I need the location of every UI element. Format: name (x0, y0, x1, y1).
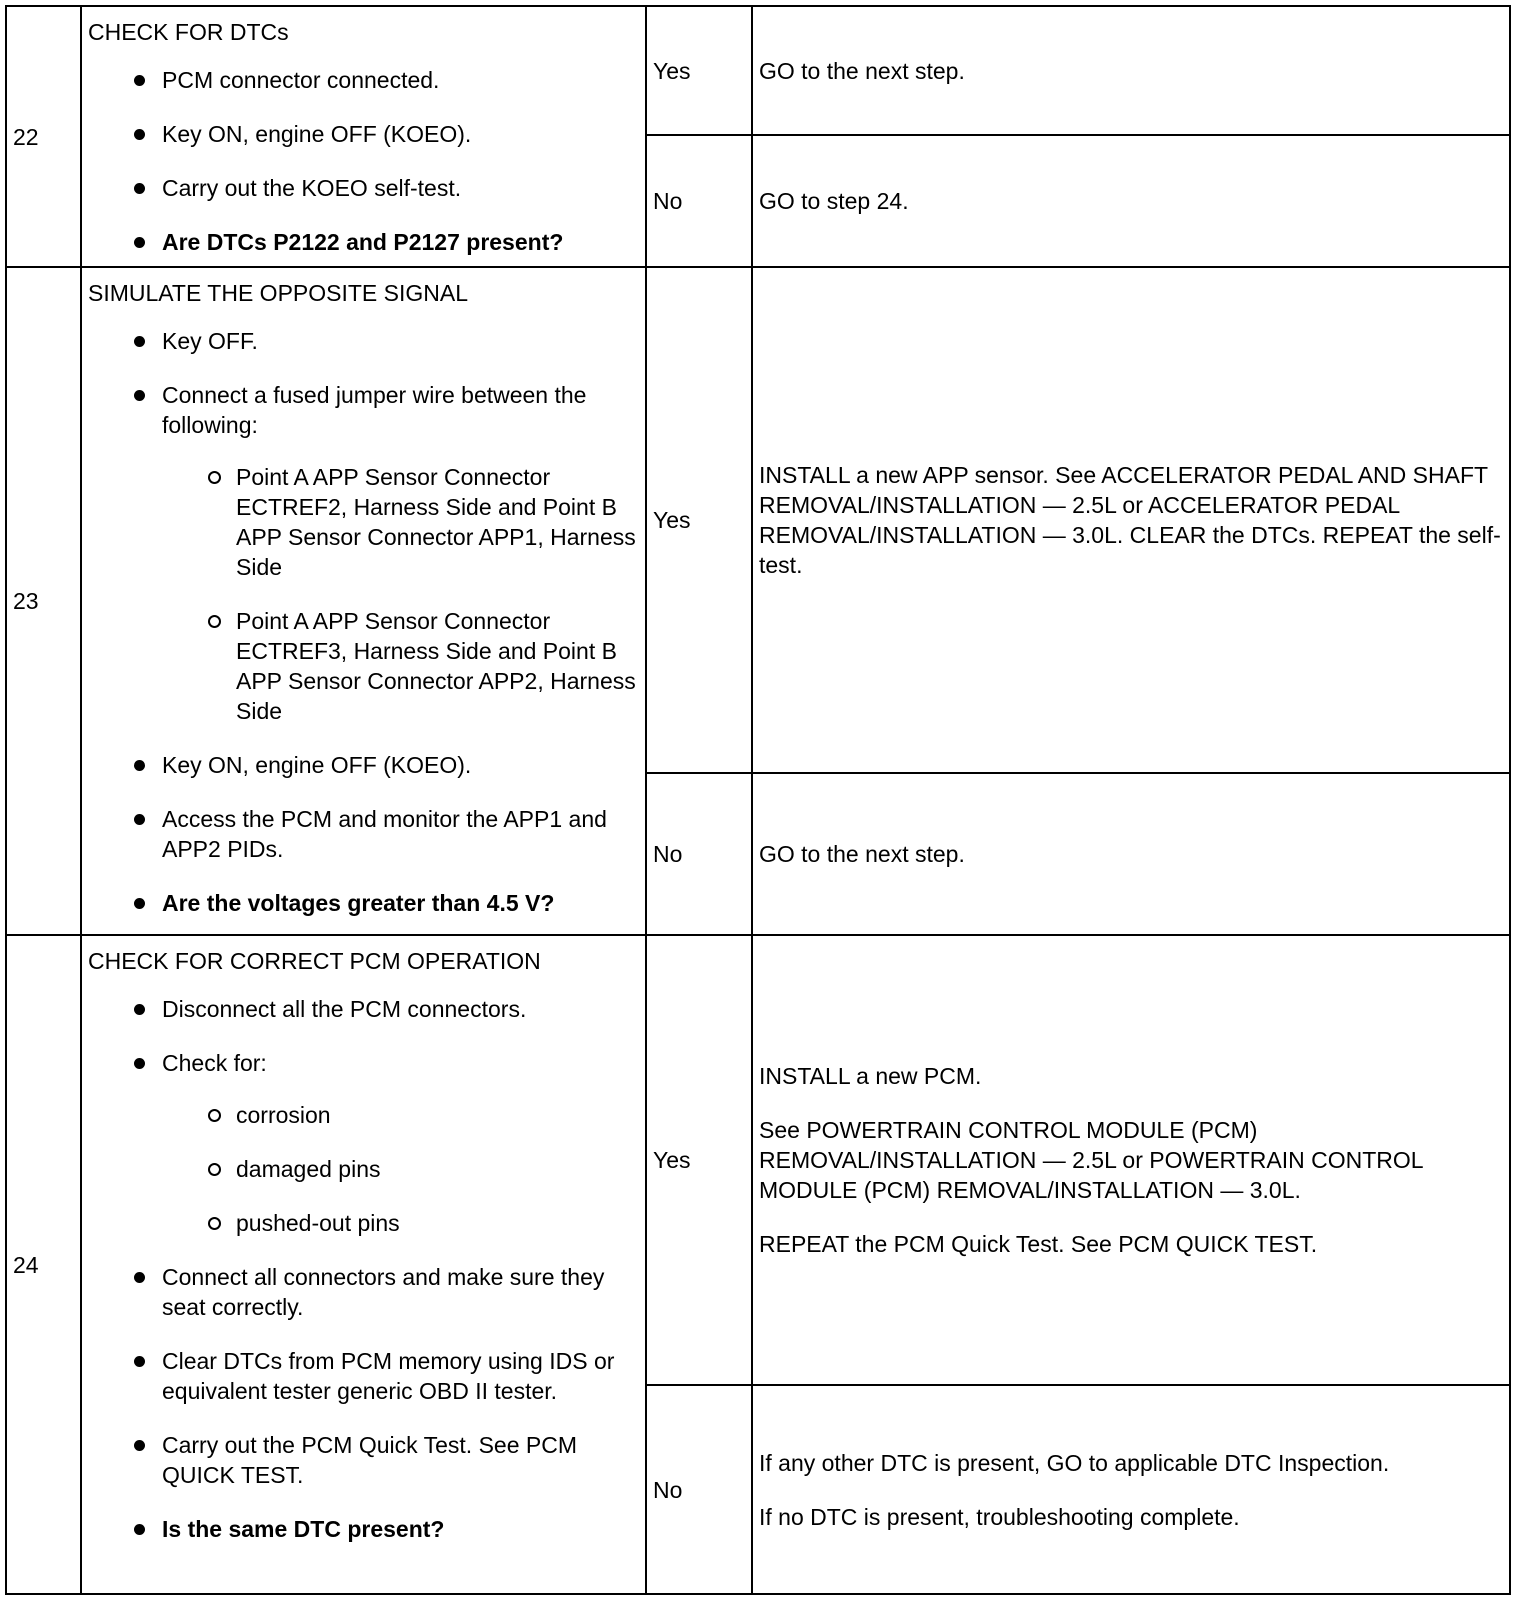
yes-result (752, 935, 1510, 1385)
no-label: No (646, 1385, 752, 1594)
bullet: Disconnect all the PCM connectors. (132, 994, 639, 1024)
bullet-text: Check for: (162, 1050, 267, 1076)
result-text: If no DTC is present, troubleshooting complete. (759, 1503, 1240, 1530)
sub-bullet: Point A APP Sensor Connector ECTREF2, Harness Side and Point B APP Sensor Connector APP1, Harness Side (206, 462, 639, 582)
sub-bullet: damaged pins (206, 1154, 639, 1184)
bullet: Connect all connectors and make sure they seat correctly. (132, 1262, 639, 1322)
no-label: No (646, 773, 752, 935)
step-number: 22 (6, 6, 81, 267)
result-text: INSTALL a new PCM. (759, 1063, 982, 1089)
diagnostic-table (5, 5, 1511, 1595)
yes-result (752, 6, 1510, 135)
bullet: Access the PCM and monitor the APP1 and APP2 PIDs. (132, 804, 639, 864)
bullet: Clear DTCs from PCM memory using IDS or equivalent tester generic OBD II tester. (132, 1346, 639, 1406)
sub-bullet: pushed-out pins (206, 1208, 639, 1238)
step-number: 24 (6, 935, 81, 1594)
result-text: INSTALL a new APP sensor. See ACCELERATOR PEDAL AND SHAFT REMOVAL/INSTALLATION — 2.5L or ACCELERATOR PEDAL REMOVAL/INSTALLATION — 3.0L. CLEAR the DTCs. REPEAT the self-test. (759, 462, 1501, 578)
result-text: GO to the next step. (759, 841, 965, 867)
sub-bullet: corrosion (206, 1100, 639, 1130)
result-text: If any other DTC is present, GO to applicable DTC Inspection. (759, 1449, 1390, 1476)
bullet: PCM connector connected. (132, 65, 639, 95)
yes-label: Yes (646, 267, 752, 773)
result-text: GO to the next step. (759, 57, 965, 84)
no-result (752, 773, 1510, 935)
bullet-question: Are DTCs P2122 and P2127 present? (132, 227, 639, 257)
yes-label: Yes (646, 935, 752, 1385)
result-text: REPEAT the PCM Quick Test. See PCM QUICK TEST. (759, 1231, 1318, 1257)
no-result (752, 1385, 1510, 1594)
step-title: SIMULATE THE OPPOSITE SIGNAL (88, 280, 469, 306)
result-text: GO to step 24. (759, 188, 909, 214)
bullet-with-sublist (132, 380, 639, 726)
bullet: Key OFF. (132, 326, 639, 356)
step-24-action (81, 935, 646, 1594)
bullet-question: Are the voltages greater than 4.5 V? (132, 888, 639, 918)
step-title: CHECK FOR CORRECT PCM OPERATION (88, 948, 541, 974)
step-23-yes-row (6, 267, 1510, 773)
no-result (752, 135, 1510, 267)
yes-result (752, 267, 1510, 773)
step-title: CHECK FOR DTCs (88, 19, 289, 45)
step-23-action (81, 267, 646, 935)
step-22-yes-row (6, 6, 1510, 135)
no-label: No (646, 135, 752, 267)
bullet: Key ON, engine OFF (KOEO). (132, 750, 639, 780)
bullet-text: Connect a fused jumper wire between the following: (162, 382, 587, 438)
bullet: Carry out the KOEO self-test. (132, 173, 639, 203)
step-22-action (81, 6, 646, 267)
bullet-with-sublist (132, 1048, 639, 1238)
bullet-question: Is the same DTC present? (132, 1514, 639, 1544)
yes-label: Yes (646, 6, 752, 135)
result-text: See POWERTRAIN CONTROL MODULE (PCM) REMOVAL/INSTALLATION — 2.5L or POWERTRAIN CONTROL MODULE (PCM) REMOVAL/INSTALLATION — 3.0L. (759, 1117, 1423, 1203)
sub-bullet: Point A APP Sensor Connector ECTREF3, Harness Side and Point B APP Sensor Connector APP2, Harness Side (206, 606, 639, 726)
step-24-yes-row (6, 935, 1510, 1385)
bullet: Key ON, engine OFF (KOEO). (132, 119, 639, 149)
bullet: Carry out the PCM Quick Test. See PCM QUICK TEST. (132, 1430, 639, 1490)
step-number: 23 (6, 267, 81, 935)
